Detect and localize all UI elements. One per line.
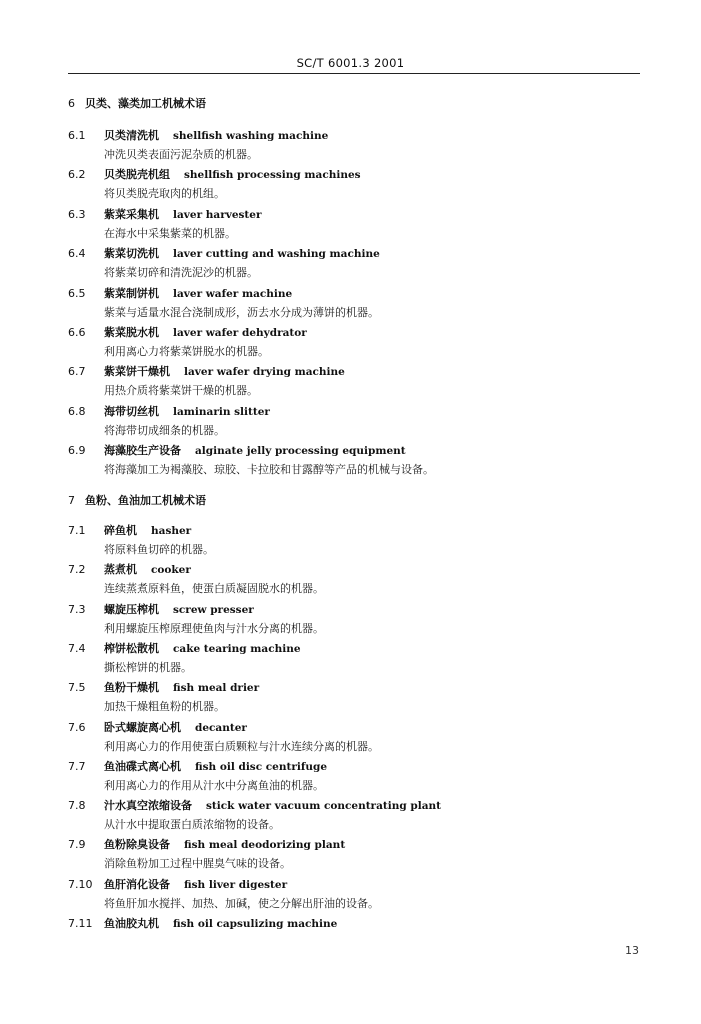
term-definition: 消除鱼粉加工过程中腥臭气味的设备。	[104, 857, 291, 871]
entry-number: 6.6	[68, 326, 86, 339]
term-chinese: 海带切丝机	[104, 404, 159, 418]
section-number: 7	[68, 494, 75, 507]
entry-number: 6.2	[68, 168, 86, 182]
term-line	[104, 208, 262, 222]
term-english: fish meal drier	[173, 682, 260, 695]
header-divider	[68, 73, 640, 74]
entry-number: 7.5	[68, 681, 86, 695]
term-chinese: 榨饼松散机	[104, 641, 159, 655]
entry-number: 7.2	[68, 563, 86, 577]
term-chinese: 鱼油碟式离心机	[104, 759, 181, 773]
term-chinese: 汁水真空浓缩设备	[104, 799, 192, 813]
term-english: fish liver digester	[184, 878, 288, 891]
term-english: laver harvester	[173, 208, 262, 221]
term-chinese: 鱼油胶丸机	[104, 917, 159, 930]
entry-number: 7.7	[68, 759, 86, 773]
term-english: alginate jelly processing equipment	[195, 445, 406, 458]
entry-number: 7.4	[68, 641, 86, 655]
section-number: 6	[68, 97, 75, 110]
term-english: hasher	[151, 525, 192, 537]
term-english: fish oil capsulizing machine	[173, 918, 338, 930]
entry-number: 7.8	[68, 799, 86, 813]
term-english: shellfish processing machines	[184, 169, 361, 182]
term-line	[104, 563, 191, 577]
entry-number: 6.5	[68, 286, 86, 300]
section-heading	[68, 494, 206, 508]
term-definition: 从汁水中提取蛋白质浓缩物的设备。	[104, 818, 280, 832]
term-line	[104, 247, 380, 261]
term-definition: 将海带切成细条的机器。	[104, 423, 225, 437]
term-english: cake tearing machine	[173, 642, 301, 655]
term-line	[104, 287, 292, 301]
term-line	[104, 878, 287, 892]
term-line	[104, 681, 259, 695]
term-chinese: 螺旋压榨机	[104, 602, 159, 616]
term-line	[104, 524, 191, 538]
section-heading	[68, 97, 206, 111]
term-chinese: 紫菜采集机	[104, 207, 159, 221]
term-chinese: 鱼粉除臭设备	[104, 838, 170, 852]
term-definition: 将原料鱼切碎的机器。	[104, 543, 214, 556]
term-line	[104, 129, 328, 143]
term-chinese: 贝类脱壳机组	[104, 168, 170, 182]
term-chinese: 贝类清洗机	[104, 129, 159, 142]
entry-number: 6.4	[68, 247, 86, 261]
term-definition: 利用螺旋压榨原理使鱼肉与汁水分离的机器。	[104, 621, 324, 635]
term-english: decanter	[195, 721, 247, 734]
entry-number: 6.8	[68, 404, 86, 418]
term-english: laminarin slitter	[173, 405, 270, 418]
term-english: stick water vacuum concentrating plant	[206, 800, 441, 813]
section-title: 贝类、藻类加工机械术语	[85, 97, 206, 110]
term-definition: 用热介质将紫菜饼干燥的机器。	[104, 384, 258, 398]
entry-number: 7.3	[68, 602, 86, 616]
term-english: laver cutting and washing machine	[173, 248, 380, 261]
term-line	[104, 838, 345, 852]
term-chinese: 紫菜脱水机	[104, 326, 159, 339]
term-definition: 将鱼肝加水搅拌、加热、加碱，使之分解出肝油的设备。	[104, 896, 379, 910]
term-definition: 冲洗贝类表面污泥杂质的机器。	[104, 148, 258, 161]
term-line	[104, 603, 254, 617]
term-definition: 在海水中采集紫菜的机器。	[104, 226, 236, 240]
term-line	[104, 444, 406, 458]
term-english: shellfish washing machine	[173, 130, 329, 142]
term-english: laver wafer drying machine	[184, 366, 345, 379]
term-chinese: 蒸煮机	[104, 563, 137, 577]
entry-number: 7.6	[68, 720, 86, 734]
term-definition: 加热干燥粗鱼粉的机器。	[104, 700, 225, 714]
term-english: screw presser	[173, 603, 254, 616]
term-definition: 将贝类脱壳取肉的机组。	[104, 187, 225, 201]
term-line	[104, 760, 327, 774]
term-chinese: 紫菜制饼机	[104, 286, 159, 300]
term-chinese: 紫菜切洗机	[104, 247, 159, 261]
term-line	[104, 168, 361, 182]
entry-number: 6.7	[68, 365, 86, 379]
term-line	[104, 642, 301, 656]
term-chinese: 海藻胶生产设备	[104, 444, 181, 458]
term-chinese: 卧式螺旋离心机	[104, 720, 181, 734]
term-line	[104, 917, 337, 931]
term-chinese: 碎鱼机	[104, 524, 137, 537]
entry-number: 7.1	[68, 524, 86, 537]
entry-number: 6.9	[68, 444, 86, 458]
term-chinese: 鱼粉干燥机	[104, 681, 159, 695]
term-definition: 利用离心力将紫菜饼脱水的机器。	[104, 345, 269, 358]
term-line	[104, 326, 307, 340]
term-line	[104, 365, 345, 379]
entry-number: 7.9	[68, 838, 86, 852]
term-english: cooker	[151, 564, 191, 577]
term-english: laver wafer machine	[173, 287, 293, 300]
term-definition: 利用离心力的作用使蛋白质颗粒与汁水连续分离的机器。	[104, 739, 379, 753]
term-english: fish meal deodorizing plant	[184, 839, 346, 852]
section-title: 鱼粉、鱼油加工机械术语	[85, 494, 206, 507]
term-line	[104, 721, 247, 735]
standard-code-header: SC/T 6001.3 2001	[296, 56, 405, 70]
term-definition: 撕松榨饼的机器。	[104, 660, 192, 674]
term-definition: 利用离心力的作用从汁水中分离鱼油的机器。	[104, 778, 324, 792]
term-definition: 将海藻加工为褐藻胶、琼胶、卡拉胶和甘露醇等产品的机械与设备。	[104, 463, 434, 477]
term-line	[104, 799, 441, 813]
term-chinese: 鱼肝消化设备	[104, 877, 170, 891]
entry-number: 7.10	[68, 877, 93, 891]
term-definition: 连续蒸煮原料鱼，使蛋白质凝固脱水的机器。	[104, 582, 324, 596]
term-english: fish oil disc centrifuge	[195, 760, 328, 773]
term-english: laver wafer dehydrator	[173, 327, 307, 339]
page-number: 13	[625, 944, 639, 957]
term-chinese: 紫菜饼干燥机	[104, 365, 170, 379]
entry-number: 6.1	[68, 129, 86, 142]
term-line	[104, 405, 270, 419]
entry-number: 7.11	[68, 917, 93, 930]
entry-number: 6.3	[68, 207, 86, 221]
term-definition: 将紫菜切碎和清洗泥沙的机器。	[104, 266, 258, 280]
term-definition: 紫菜与适量水混合浇制成形，沥去水分成为薄饼的机器。	[104, 305, 379, 319]
